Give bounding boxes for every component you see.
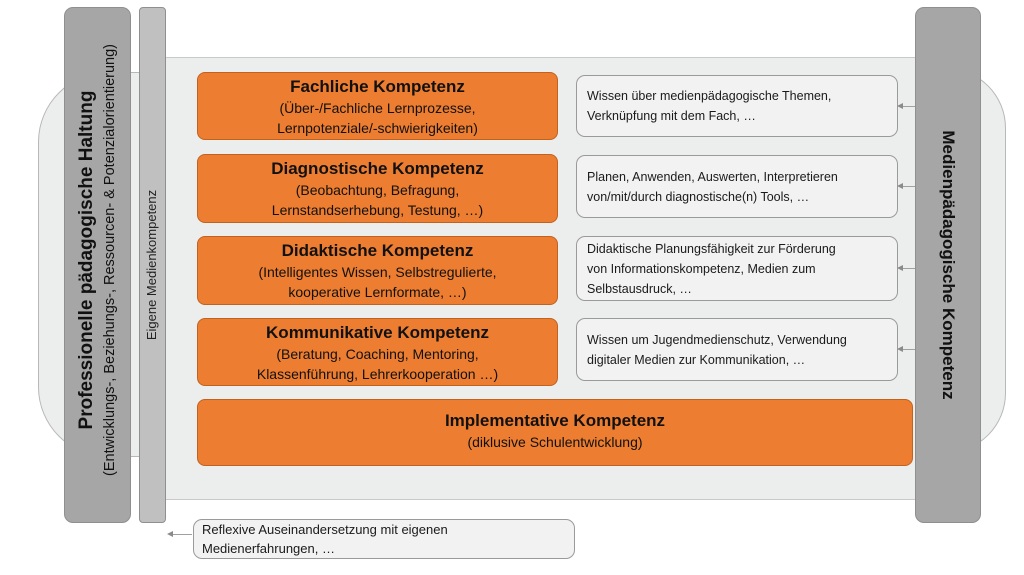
arrow-left-icon xyxy=(902,106,915,107)
media-note-line: Wissen um Jugendmedienschutz, Verwendung xyxy=(587,332,847,347)
media-note-diagnostische xyxy=(576,155,898,218)
own-media-note-line: Medienerfahrungen, … xyxy=(202,541,335,556)
media-note-line: von Informationskompetenz, Medien zum xyxy=(587,261,816,276)
media-note-didaktische xyxy=(576,236,898,301)
media-note-line: von/mit/durch diagnostische(n) Tools, … xyxy=(587,189,810,204)
competency-title: Diagnostische Kompetenz xyxy=(271,159,484,178)
media-note-line: Wissen über medienpädagogische Themen, xyxy=(587,89,832,103)
competency-box-diagnostische xyxy=(197,154,558,223)
competency-title: Didaktische Kompetenz xyxy=(281,241,474,260)
arrow-left-icon xyxy=(902,186,915,187)
arrow-left-icon xyxy=(172,534,192,535)
own-media-note-line: Reflexive Auseinandersetzung mit eigenen xyxy=(202,522,448,537)
pillar-own-media-competence-title: Eigene Medienkompetenz xyxy=(144,189,159,341)
competency-detail: (Intelligentes Wissen, Selbstregulierte, xyxy=(258,264,497,280)
competency-box-fachliche xyxy=(197,72,558,140)
competency-box-didaktische xyxy=(197,236,558,305)
media-note-line: Selbstausdruck, … xyxy=(587,281,692,296)
arrow-left-icon xyxy=(902,349,915,350)
competency-detail: (Über-/Fachliche Lernprozesse, xyxy=(279,100,476,116)
competency-detail: (diklusive Schulentwicklung) xyxy=(467,434,643,450)
media-note-line: Verknüpfung mit dem Fach, … xyxy=(587,109,756,123)
competency-detail: (Beobachtung, Befragung, xyxy=(295,182,460,198)
pillar-professional-attitude-title: Professionelle pädagogische Haltung xyxy=(76,90,97,430)
competency-box-implementative xyxy=(197,399,913,466)
arrow-left-icon xyxy=(902,268,915,269)
competency-title: Kommunikative Kompetenz xyxy=(266,323,489,342)
competency-title: Fachliche Kompetenz xyxy=(290,77,465,96)
media-note-kommunikative xyxy=(576,318,898,381)
media-note-line: digitaler Medien zur Kommunikation, … xyxy=(587,352,806,367)
competency-detail: Lernstandserhebung, Testung, …) xyxy=(271,202,484,218)
media-note-line: Didaktische Planungsfähigkeit zur Förderung xyxy=(587,241,836,256)
pillar-professional-attitude-subtitle: (Entwicklungs-, Beziehungs-, Ressourcen- & Potenzialorientierung) xyxy=(102,44,118,476)
media-note-fachliche xyxy=(576,75,898,137)
competency-box-kommunikative xyxy=(197,318,558,386)
competency-detail: Klassenführung, Lehrerkooperation …) xyxy=(256,366,499,382)
competency-detail: (Beratung, Coaching, Mentoring, xyxy=(276,346,479,362)
own-media-note xyxy=(193,519,575,559)
pillar-media-pedagogical-competence-title: Medienpädagogische Kompetenz xyxy=(939,130,958,400)
competency-title: Implementative Kompetenz xyxy=(444,411,666,430)
media-note-line: Planen, Anwenden, Auswerten, Interpretieren xyxy=(587,169,838,184)
competency-detail: kooperative Lernformate, …) xyxy=(288,284,467,300)
competency-detail: Lernpotenziale/-schwierigkeiten) xyxy=(277,120,478,136)
